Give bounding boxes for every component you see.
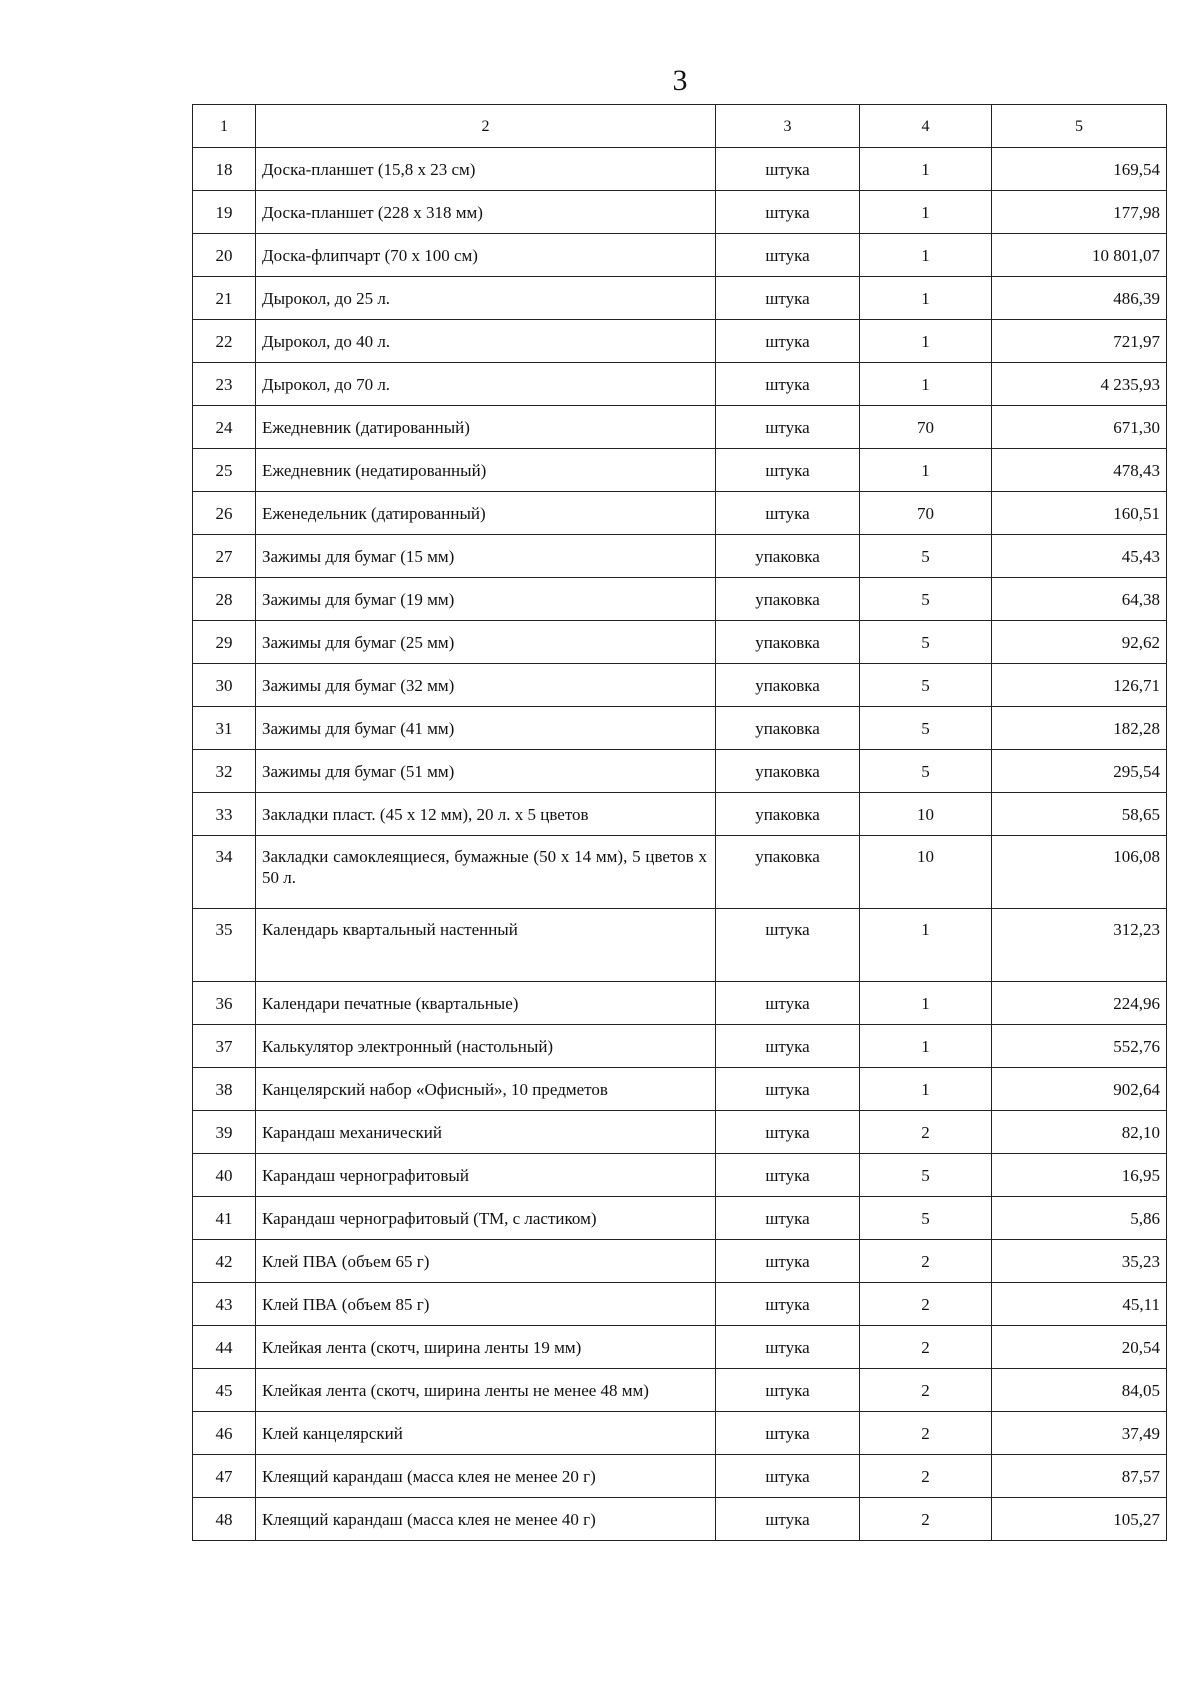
unit-cell: штука [716,363,860,406]
quantity-cell: 1 [860,234,992,277]
item-name-cell: Доска-флипчарт (70 х 100 см) [256,234,716,277]
item-name-cell: Доска-планшет (15,8 х 23 см) [256,148,716,191]
price-cell: 58,65 [992,793,1167,836]
quantity-cell: 2 [860,1283,992,1326]
unit-cell: штука [716,406,860,449]
unit-cell: штука [716,1197,860,1240]
unit-cell: штука [716,148,860,191]
price-cell: 671,30 [992,406,1167,449]
unit-cell: штука [716,191,860,234]
unit-cell: штука [716,1412,860,1455]
row-number-cell: 23 [193,363,256,406]
quantity-cell: 1 [860,982,992,1025]
price-cell: 82,10 [992,1111,1167,1154]
quantity-cell: 2 [860,1240,992,1283]
quantity-cell: 10 [860,793,992,836]
table-row [193,406,1167,449]
table-row [193,1498,1167,1541]
item-name-cell: Закладки самоклеящиеся, бумажные (50 х 14 мм), 5 цветов х 50 л. [256,836,716,909]
price-cell: 45,11 [992,1283,1167,1326]
row-number-cell: 31 [193,707,256,750]
unit-cell: упаковка [716,621,860,664]
quantity-cell: 2 [860,1498,992,1541]
table-row [193,535,1167,578]
price-cell: 87,57 [992,1455,1167,1498]
table-row [193,982,1167,1025]
item-name-cell: Ежедневник (недатированный) [256,449,716,492]
table-row [193,707,1167,750]
header-cell-3: 3 [716,105,860,148]
item-name-cell: Доска-планшет (228 х 318 мм) [256,191,716,234]
unit-cell: штука [716,1455,860,1498]
unit-cell: штука [716,234,860,277]
price-cell: 16,95 [992,1154,1167,1197]
table-row [193,320,1167,363]
quantity-cell: 5 [860,1154,992,1197]
item-name-cell: Зажимы для бумаг (41 мм) [256,707,716,750]
row-number-cell: 44 [193,1326,256,1369]
quantity-cell: 5 [860,621,992,664]
quantity-cell: 5 [860,664,992,707]
quantity-cell: 1 [860,449,992,492]
quantity-cell: 1 [860,1025,992,1068]
table-row [193,234,1167,277]
items-table [192,104,1167,1541]
table-row [193,1068,1167,1111]
item-name-cell: Клей ПВА (объем 85 г) [256,1283,716,1326]
table-row [193,1412,1167,1455]
quantity-cell: 1 [860,277,992,320]
row-number-cell: 18 [193,148,256,191]
item-name-cell: Ежедневник (датированный) [256,406,716,449]
item-name-cell: Калькулятор электронный (настольный) [256,1025,716,1068]
header-row [193,105,1167,148]
row-number-cell: 33 [193,793,256,836]
row-number-cell: 30 [193,664,256,707]
price-cell: 37,49 [992,1412,1167,1455]
quantity-cell: 2 [860,1369,992,1412]
unit-cell: упаковка [716,578,860,621]
table-row [193,277,1167,320]
unit-cell: штука [716,1111,860,1154]
unit-cell: штука [716,449,860,492]
quantity-cell: 1 [860,320,992,363]
item-name-cell: Клеящий карандаш (масса клея не менее 40 г) [256,1498,716,1541]
row-number-cell: 48 [193,1498,256,1541]
item-name-cell: Канцелярский набор «Офисный», 10 предметов [256,1068,716,1111]
item-name-cell: Клеящий карандаш (масса клея не менее 20 г) [256,1455,716,1498]
table-row [193,449,1167,492]
item-name-cell: Еженедельник (датированный) [256,492,716,535]
unit-cell: штука [716,1326,860,1369]
table-body [193,148,1167,1541]
price-cell: 5,86 [992,1197,1167,1240]
row-number-cell: 29 [193,621,256,664]
row-number-cell: 39 [193,1111,256,1154]
item-name-cell: Карандаш механический [256,1111,716,1154]
item-name-cell: Зажимы для бумаг (25 мм) [256,621,716,664]
row-number-cell: 43 [193,1283,256,1326]
quantity-cell: 5 [860,707,992,750]
price-cell: 552,76 [992,1025,1167,1068]
row-number-cell: 34 [193,836,256,909]
quantity-cell: 1 [860,909,992,982]
quantity-cell: 1 [860,1068,992,1111]
price-cell: 182,28 [992,707,1167,750]
price-cell: 721,97 [992,320,1167,363]
row-number-cell: 36 [193,982,256,1025]
unit-cell: штука [716,1283,860,1326]
price-cell: 478,43 [992,449,1167,492]
unit-cell: штука [716,1240,860,1283]
quantity-cell: 70 [860,406,992,449]
price-cell: 486,39 [992,277,1167,320]
unit-cell: штука [716,1498,860,1541]
table-header [193,105,1167,148]
table-row [193,836,1167,909]
table-row [193,1369,1167,1412]
quantity-cell: 2 [860,1326,992,1369]
price-cell: 84,05 [992,1369,1167,1412]
item-name-cell: Клейкая лента (скотч, ширина ленты 19 мм) [256,1326,716,1369]
item-name-cell: Зажимы для бумаг (15 мм) [256,535,716,578]
item-name-cell: Дырокол, до 25 л. [256,277,716,320]
price-cell: 312,23 [992,909,1167,982]
item-name-cell: Дырокол, до 70 л. [256,363,716,406]
table-row [193,1326,1167,1369]
table-row [193,1111,1167,1154]
row-number-cell: 21 [193,277,256,320]
row-number-cell: 35 [193,909,256,982]
price-cell: 160,51 [992,492,1167,535]
quantity-cell: 1 [860,148,992,191]
price-cell: 224,96 [992,982,1167,1025]
item-name-cell: Зажимы для бумаг (32 мм) [256,664,716,707]
row-number-cell: 26 [193,492,256,535]
price-cell: 295,54 [992,750,1167,793]
row-number-cell: 37 [193,1025,256,1068]
item-name-cell: Дырокол, до 40 л. [256,320,716,363]
table-row [193,909,1167,982]
price-cell: 20,54 [992,1326,1167,1369]
row-number-cell: 25 [193,449,256,492]
table-row [193,1154,1167,1197]
unit-cell: штука [716,982,860,1025]
price-cell: 126,71 [992,664,1167,707]
price-cell: 10 801,07 [992,234,1167,277]
header-cell-5: 5 [992,105,1167,148]
item-name-cell: Календари печатные (квартальные) [256,982,716,1025]
price-cell: 92,62 [992,621,1167,664]
price-cell: 169,54 [992,148,1167,191]
unit-cell: упаковка [716,836,860,909]
unit-cell: штука [716,1025,860,1068]
page-number: 3 [672,64,688,97]
price-cell: 45,43 [992,535,1167,578]
row-number-cell: 46 [193,1412,256,1455]
unit-cell: упаковка [716,793,860,836]
unit-cell: упаковка [716,664,860,707]
row-number-cell: 20 [193,234,256,277]
header-cell-4: 4 [860,105,992,148]
item-name-cell: Зажимы для бумаг (51 мм) [256,750,716,793]
row-number-cell: 45 [193,1369,256,1412]
table-row [193,492,1167,535]
unit-cell: упаковка [716,535,860,578]
row-number-cell: 47 [193,1455,256,1498]
unit-cell: штука [716,1068,860,1111]
quantity-cell: 1 [860,191,992,234]
price-cell: 35,23 [992,1240,1167,1283]
row-number-cell: 32 [193,750,256,793]
price-cell: 106,08 [992,836,1167,909]
unit-cell: штука [716,1154,860,1197]
header-cell-2: 2 [256,105,716,148]
item-name-cell: Зажимы для бумаг (19 мм) [256,578,716,621]
row-number-cell: 19 [193,191,256,234]
unit-cell: штука [716,1369,860,1412]
item-name-cell: Клей канцелярский [256,1412,716,1455]
price-cell: 105,27 [992,1498,1167,1541]
table-row [193,191,1167,234]
table-row [193,578,1167,621]
quantity-cell: 5 [860,1197,992,1240]
item-name-cell: Карандаш чернографитовый [256,1154,716,1197]
table-row [193,750,1167,793]
unit-cell: штука [716,320,860,363]
item-name-cell: Календарь квартальный настенный [256,909,716,982]
table-row [193,1283,1167,1326]
unit-cell: штука [716,277,860,320]
row-number-cell: 41 [193,1197,256,1240]
row-number-cell: 22 [193,320,256,363]
quantity-cell: 1 [860,363,992,406]
unit-cell: штука [716,492,860,535]
table-row [193,664,1167,707]
price-cell: 177,98 [992,191,1167,234]
price-cell: 4 235,93 [992,363,1167,406]
table-row [193,148,1167,191]
row-number-cell: 40 [193,1154,256,1197]
table-row [193,1197,1167,1240]
row-number-cell: 28 [193,578,256,621]
quantity-cell: 5 [860,535,992,578]
unit-cell: упаковка [716,750,860,793]
row-number-cell: 27 [193,535,256,578]
table-row [193,621,1167,664]
table-row [193,363,1167,406]
header-cell-1: 1 [193,105,256,148]
table-row [193,793,1167,836]
unit-cell: штука [716,909,860,982]
table-row [193,1240,1167,1283]
item-name-cell: Клейкая лента (скотч, ширина ленты не менее 48 мм) [256,1369,716,1412]
unit-cell: упаковка [716,707,860,750]
quantity-cell: 70 [860,492,992,535]
item-name-cell: Клей ПВА (объем 65 г) [256,1240,716,1283]
row-number-cell: 42 [193,1240,256,1283]
price-cell: 902,64 [992,1068,1167,1111]
table-row [193,1025,1167,1068]
quantity-cell: 5 [860,750,992,793]
quantity-cell: 2 [860,1111,992,1154]
table-row [193,1455,1167,1498]
quantity-cell: 5 [860,578,992,621]
quantity-cell: 2 [860,1455,992,1498]
item-name-cell: Закладки пласт. (45 х 12 мм), 20 л. х 5 цветов [256,793,716,836]
quantity-cell: 2 [860,1412,992,1455]
price-cell: 64,38 [992,578,1167,621]
quantity-cell: 10 [860,836,992,909]
row-number-cell: 38 [193,1068,256,1111]
row-number-cell: 24 [193,406,256,449]
item-name-cell: Карандаш чернографитовый (ТМ, с ластиком) [256,1197,716,1240]
